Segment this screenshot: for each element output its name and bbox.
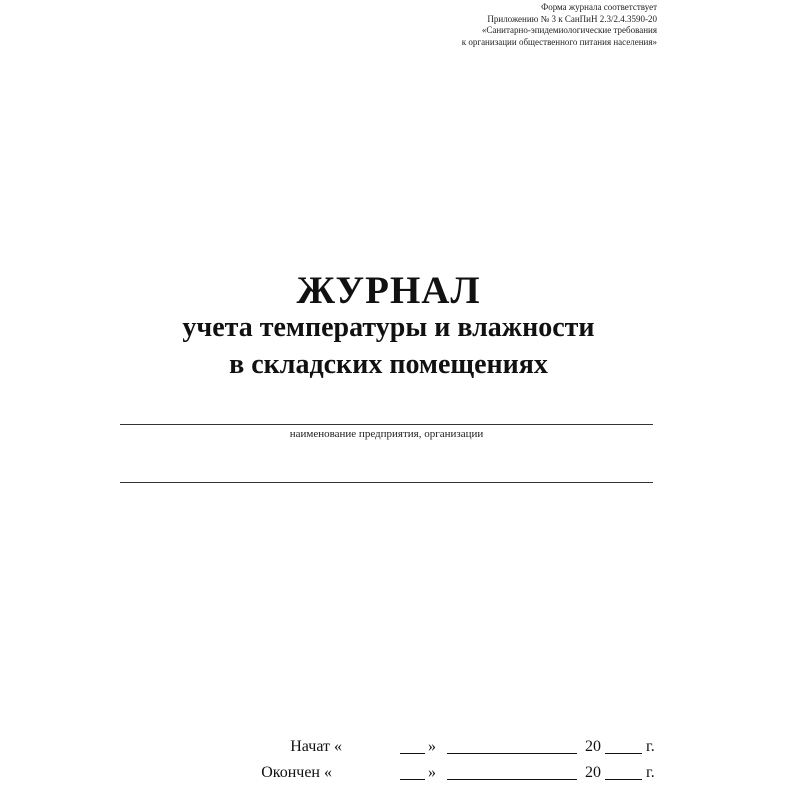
regulation-note-line: «Санитарно-эпидемиологические требования bbox=[481, 25, 657, 35]
end-month-blank bbox=[447, 779, 577, 780]
start-year-prefix: 20 bbox=[585, 738, 601, 755]
regulation-note-line: к организации общественного питания населения» bbox=[461, 36, 657, 47]
end-day-blank bbox=[400, 779, 425, 780]
start-month-blank bbox=[447, 753, 577, 754]
journal-title: ЖУРНАЛ bbox=[296, 269, 481, 312]
journal-subtitle-line-1: учета температуры и влажности bbox=[182, 312, 595, 343]
end-year-prefix: 20 bbox=[585, 764, 601, 781]
start-date-label: Начат « bbox=[290, 738, 342, 755]
regulation-note-line: Приложению № 3 к СанПиН 2.3/2.4.3590-20 bbox=[487, 13, 657, 24]
end-date-label: Окончен « bbox=[261, 764, 332, 781]
end-date-row bbox=[0, 762, 800, 786]
start-year-blank bbox=[605, 753, 642, 754]
end-day-close-quote: » bbox=[428, 764, 436, 781]
regulation-note bbox=[337, 2, 657, 48]
start-day-blank bbox=[400, 753, 425, 754]
organization-name-line bbox=[120, 424, 653, 425]
end-year-suffix: г. bbox=[646, 764, 655, 781]
start-year-suffix: г. bbox=[646, 738, 655, 755]
journal-subtitle-line-2: в складских помещениях bbox=[229, 349, 548, 380]
start-day-close-quote: » bbox=[428, 738, 436, 755]
start-date-row bbox=[0, 736, 800, 760]
end-year-blank bbox=[605, 779, 642, 780]
organization-name-caption: наименование предприятия, организации bbox=[289, 428, 484, 440]
organization-name-second-line bbox=[120, 482, 653, 483]
regulation-note-line: Форма журнала соответствует bbox=[541, 2, 657, 12]
